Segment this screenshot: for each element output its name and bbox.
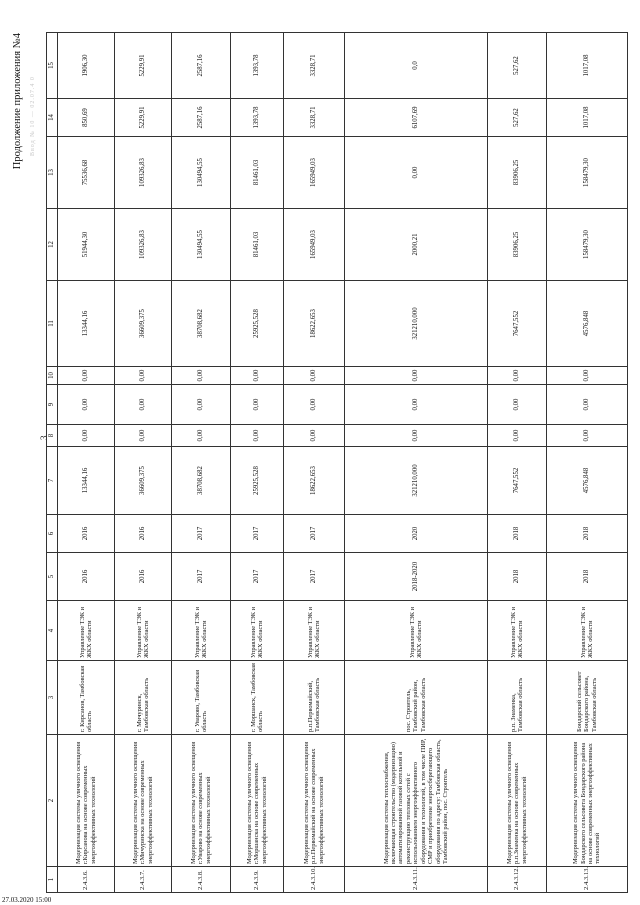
table-cell: 158479,30 (547, 209, 628, 281)
table-cell: 0,0 (345, 33, 488, 99)
table-row (115, 33, 172, 893)
table-cell: 0,00 (488, 385, 547, 425)
table-cell: 4576,848 (547, 281, 628, 367)
col-num: 2 (47, 735, 58, 867)
table-cell: 2017 (231, 553, 284, 601)
col-num: 11 (47, 281, 58, 367)
col-num: 15 (47, 33, 58, 99)
col-num: 14 (47, 99, 58, 137)
table-cell: 527,62 (488, 33, 547, 99)
table-cell: 0,00 (488, 425, 547, 447)
table-cell: 3328,71 (284, 99, 345, 137)
table-cell: 0,00 (284, 367, 345, 385)
table-cell: 1906,30 (58, 33, 115, 99)
row-description: Модернизация системы уличного освещения г.Мичуринска на основе современных энергоэффективных технологий (115, 735, 172, 867)
table-cell: 6107,69 (345, 99, 488, 137)
table-cell: 0,00 (115, 425, 172, 447)
table-cell: 2000,21 (345, 209, 488, 281)
table-row (231, 33, 284, 893)
table-cell: 0,00 (547, 385, 628, 425)
table-cell: 321210,000 (345, 281, 488, 367)
table-cell: г. Уварово, Тамбовская область (172, 661, 231, 735)
table-cell: 0,00 (231, 425, 284, 447)
table-cell: 0,00 (547, 367, 628, 385)
table-cell: г. Кирсанов, Тамбовская область (58, 661, 115, 735)
col-num: 7 (47, 447, 58, 515)
row-code: 2.4.3.10. (284, 867, 345, 893)
col-num: 13 (47, 137, 58, 209)
table-cell: 2017 (172, 515, 231, 553)
table-cell: 2018 (547, 553, 628, 601)
program-table (46, 32, 628, 893)
col-num: 1 (47, 867, 58, 893)
table-cell: Управление ТЭК и ЖКХ области (284, 601, 345, 661)
row-description: Модернизация системы уличного освещения Бондарского сельсовета Бондарского района на основе современных энергоэффективных технологий (547, 735, 628, 867)
table-cell: 25925,528 (231, 447, 284, 515)
table-cell: 0,00 (345, 385, 488, 425)
table-row (172, 33, 231, 893)
table-row (284, 33, 345, 893)
table-cell: 0,00 (345, 137, 488, 209)
table-cell: 2018-2020 (345, 553, 488, 601)
table-cell: 0,00 (284, 425, 345, 447)
footer-timestamp: 27.03.2020 15:00 (2, 896, 52, 904)
table-cell: 165949,03 (284, 209, 345, 281)
table-cell: 13344,16 (58, 281, 115, 367)
column-number-row (47, 33, 58, 893)
row-code: 2.4.3.9. (231, 867, 284, 893)
table-cell: 1393,78 (231, 99, 284, 137)
table-cell: 0,00 (58, 425, 115, 447)
table-cell: 0,00 (231, 367, 284, 385)
table-cell: 7647,552 (488, 281, 547, 367)
page-number: 3 (39, 435, 49, 440)
table-cell: 5229,91 (115, 33, 172, 99)
faint-stamp-text: Ввод № 10 — 02.07.4 0 (30, 76, 36, 156)
table-cell: 83906,25 (488, 209, 547, 281)
table-row (488, 33, 547, 893)
row-description: Модернизация системы уличного освещения р.п.Знаменка на основе современных энергоэффективных технологий (488, 735, 547, 867)
table-cell: 2017 (172, 553, 231, 601)
row-description: Модернизация системы уличного освещения р.п.Первомайский на основе современных энергоэффективных технологий (284, 735, 345, 867)
row-code: 2.4.3.12. (488, 867, 547, 893)
table-cell: 81461,03 (231, 209, 284, 281)
table-cell: 38708,682 (172, 447, 231, 515)
table-cell: 2018 (488, 553, 547, 601)
table-cell: 158479,30 (547, 137, 628, 209)
table-cell: 109326,83 (115, 209, 172, 281)
table-cell: 2017 (284, 515, 345, 553)
row-code: 2.4.3.13. (547, 867, 628, 893)
row-description: Модернизация системы уличного освещения г.Уварово на основе современных энергоэффективных технологий (172, 735, 231, 867)
table-cell: 850,69 (58, 99, 115, 137)
table-cell: 7647,552 (488, 447, 547, 515)
table-cell: 2016 (115, 515, 172, 553)
row-description: Модернизация системы уличного освещения г.Моршанска на основе современных энергоэффективных технологий (231, 735, 284, 867)
table-cell: пос. Строитель, Тамбовский район, Тамбовская область (345, 661, 488, 735)
row-code: 2.4.3.6. (58, 867, 115, 893)
col-num: 10 (47, 367, 58, 385)
table-cell: 2018 (488, 515, 547, 553)
table-row (345, 33, 488, 893)
table-cell: 165949,03 (284, 137, 345, 209)
table-cell: 0,00 (547, 425, 628, 447)
table-cell: 5229,91 (115, 99, 172, 137)
row-code: 2.4.3.8. (172, 867, 231, 893)
row-description: Модернизация системы теплоснабжения, включающая строительство (модернизацию) автоматизированной газовой котельной и реконструкцию тепловых сетей с использованием энергоэффективного оборудования и технологий, в том числе ПИР, СМР и приобретение энергосберегающего оборудования по адресу: Тамбовская область, Тамбовский район, пос. Строитель (345, 735, 488, 867)
table-cell: Управление ТЭК и ЖКХ области (231, 601, 284, 661)
table-cell: 36609,375 (115, 447, 172, 515)
table-cell: 1017,08 (547, 99, 628, 137)
table-cell: 18622,653 (284, 447, 345, 515)
table-cell: Управление ТЭК и ЖКХ области (488, 601, 547, 661)
table-cell: 51944,30 (58, 209, 115, 281)
table-cell: г. Моршанск, Тамбовская область (231, 661, 284, 735)
row-code: 2.4.3.7. (115, 867, 172, 893)
table-cell: 36609,375 (115, 281, 172, 367)
table-cell: 4576,848 (547, 447, 628, 515)
table-cell: 0,00 (172, 425, 231, 447)
table-cell: 2020 (345, 515, 488, 553)
table-cell: 1017,08 (547, 33, 628, 99)
table-cell: 0,00 (58, 367, 115, 385)
table-cell: р.п.Первомайский, Тамбовская область (284, 661, 345, 735)
table-cell: 1393,78 (231, 33, 284, 99)
col-num: 6 (47, 515, 58, 553)
table-cell: р.п. Знаменка, Тамбовская область (488, 661, 547, 735)
col-num: 4 (47, 601, 58, 661)
table-cell: Управление ТЭК и ЖКХ области (345, 601, 488, 661)
row-description: Модернизация системы уличного освещения г.Кирсанова на основе современных энергоэффективных технологий (58, 735, 115, 867)
table-cell: 83906,25 (488, 137, 547, 209)
col-num: 5 (47, 553, 58, 601)
table-cell: 38708,682 (172, 281, 231, 367)
table-cell: 2587,16 (172, 99, 231, 137)
table-cell: Управление ТЭК и ЖКХ области (547, 601, 628, 661)
table-cell: 2017 (284, 553, 345, 601)
col-num: 12 (47, 209, 58, 281)
table-cell: 321210,000 (345, 447, 488, 515)
table-cell: 18622,653 (284, 281, 345, 367)
table-cell: г. Мичуринск, Тамбовская область (115, 661, 172, 735)
row-code: 2.4.3.11. (345, 867, 488, 893)
table-cell: 81461,03 (231, 137, 284, 209)
continuation-title: Продолжение приложения №4 (12, 33, 23, 170)
table-cell: 0,00 (115, 385, 172, 425)
table-cell: Управление ТЭК и ЖКХ области (58, 601, 115, 661)
table-cell: 2016 (58, 515, 115, 553)
table-cell: 0,00 (231, 385, 284, 425)
table-cell: 130494,55 (172, 137, 231, 209)
table-cell: 0,00 (345, 367, 488, 385)
col-num: 3 (47, 661, 58, 735)
table-cell: 0,00 (488, 367, 547, 385)
table-cell: 0,00 (172, 367, 231, 385)
table-cell: 109326,83 (115, 137, 172, 209)
table-cell: 0,00 (345, 425, 488, 447)
col-num: 8 (47, 425, 58, 447)
table-cell: 2018 (547, 515, 628, 553)
table-cell: Управление ТЭК и ЖКХ области (172, 601, 231, 661)
table-cell: Бондарский сельсовет Бондарского района, Тамбовская область (547, 661, 628, 735)
table-cell: 0,00 (172, 385, 231, 425)
table-cell: 25925,528 (231, 281, 284, 367)
table-cell: 527,62 (488, 99, 547, 137)
table-cell: 13344,16 (58, 447, 115, 515)
table-cell: 0,00 (284, 385, 345, 425)
table-cell: 0,00 (58, 385, 115, 425)
table-body (47, 33, 628, 893)
table-cell: 2016 (115, 553, 172, 601)
rotated-sheet (8, 33, 608, 893)
table-row (58, 33, 115, 893)
table-cell: Управление ТЭК и ЖКХ области (115, 601, 172, 661)
table-row (547, 33, 628, 893)
table-cell: 2017 (231, 515, 284, 553)
table-cell: 2016 (58, 553, 115, 601)
table-cell: 2587,16 (172, 33, 231, 99)
table-cell: 130494,55 (172, 209, 231, 281)
table-cell: 75536,68 (58, 137, 115, 209)
table-cell: 3328,71 (284, 33, 345, 99)
table-cell: 0,00 (115, 367, 172, 385)
col-num: 9 (47, 385, 58, 425)
